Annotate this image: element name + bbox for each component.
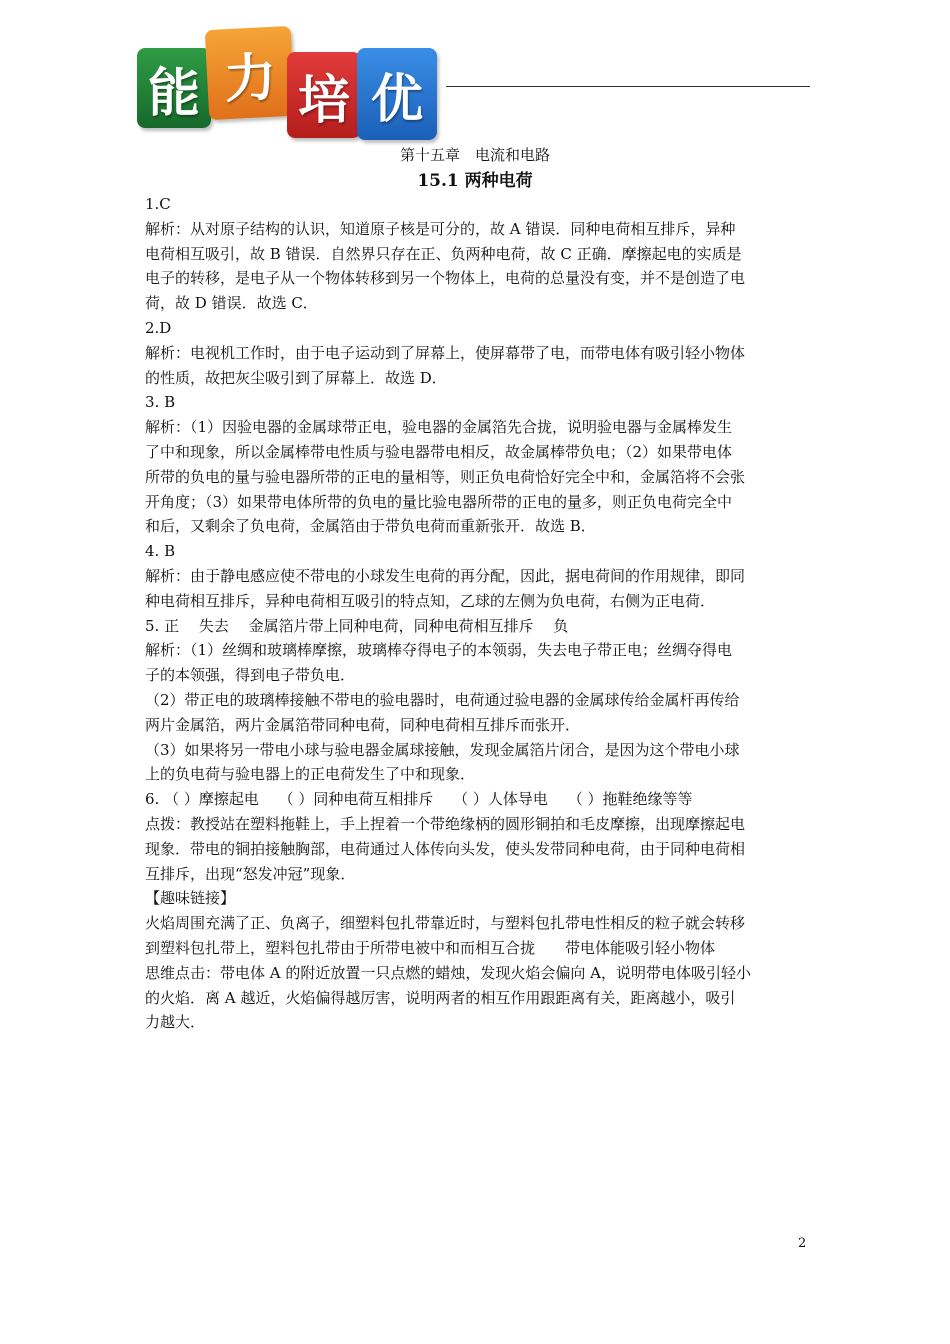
text-line: 4. B [145, 542, 176, 561]
text-line: 电荷相互吸引，故 B 错误．自然界只存在正、负两种电荷，故 C 正确．摩擦起电的实质是 [145, 244, 742, 263]
text-line: 火焰周围充满了正、负离子，细塑料包扎带靠近时，与塑料包扎带电性相反的粒子就会转移 [145, 914, 746, 933]
logo-tile: 优 [357, 48, 437, 140]
answer-content [145, 192, 813, 1035]
text-line: （3）如果将另一带电小球与验电器金属球接触，发现金属箔片闭合，是因为这个带电小球 [145, 740, 740, 759]
text-line: 上的负电荷与验电器上的正电荷发生了中和现象． [145, 765, 476, 784]
text-line: 现象．带电的铜拍接触胸部，电荷通过人体传向头发，使头发带同种电荷，由于同种电荷相 [145, 839, 746, 858]
logo [137, 26, 437, 144]
text-line: 种电荷相互排斥，异种电荷相互吸引的特点知，乙球的左侧为负电荷，右侧为正电荷． [145, 591, 716, 610]
text-line: 6. （ ）摩擦起电 （ ）同种电荷互相排斥 （ ）人体导电 （ ）拖鞋绝缘等等 [145, 790, 693, 809]
section-title: 15.1 两种电荷 [417, 171, 533, 191]
text-line: 所带的负电的量与验电器所带的正电的量相等，则正负电荷恰好完全中和，金属箔将不会张 [145, 467, 746, 486]
text-line: 5. 正 失去 金属箔片带上同种电荷，同种电荷相互排斥 负 [145, 616, 569, 635]
logo-tile: 能 [137, 48, 211, 128]
text-line: 荷，故 D 错误．故选 C． [145, 294, 318, 313]
text-line: 1.C [145, 195, 171, 213]
text-line: 解析：由于静电感应使不带电的小球发生电荷的再分配，因此，据电荷间的作用规律，即同 [145, 566, 746, 585]
text-line: 到塑料包扎带上，塑料包扎带由于所带电被中和而相互合拢 带电体能吸引轻小物体 [145, 938, 716, 957]
text-line: 【趣味链接】 [145, 889, 236, 908]
text-line: 3. B [145, 393, 176, 412]
page-number: 2 [798, 1236, 807, 1251]
text-line: 力越大． [145, 1013, 206, 1032]
text-line: 的火焰．离 A 越近，火焰偏得越厉害，说明两者的相互作用跟距离有关，距离越小，吸引 [145, 988, 736, 1007]
text-line: 和后，又剩余了负电荷，金属箔由于带负电荷而重新张开．故选 B． [145, 517, 596, 536]
text-line: （2）带正电的玻璃棒接触不带电的验电器时，电荷通过验电器的金属球传给金属杆再传给 [145, 690, 740, 709]
text-line: 电子的转移，是电子从一个物体转移到另一个物体上，电荷的总量没有变，并不是创造了电 [145, 269, 746, 288]
text-line: 了中和现象，所以金属棒带电性质与验电器带电相反，故金属棒带负电；（2）如果带电体 [145, 442, 733, 461]
text-line: 解析：（1）因验电器的金属球带正电，验电器的金属箔先合拢，说明验电器与金属棒发生 [145, 418, 733, 437]
text-line: 点拨：教授站在塑料拖鞋上，手上捏着一个带绝缘柄的圆形铜拍和毛皮摩擦，出现摩擦起电 [145, 814, 746, 833]
text-line: 思维点击：带电体 A 的附近放置一只点燃的蜡烛，发现火焰会偏向 A，说明带电体吸引轻小 [145, 963, 751, 982]
text-line: 开角度；（3）如果带电体所带的负电的量比验电器所带的正电的量多，则正负电荷完全中 [145, 492, 733, 511]
logo-tile: 力 [205, 26, 296, 120]
logo-tile: 培 [287, 52, 361, 138]
text-line: 互排斥，出现“怒发冲冠”现象． [145, 864, 356, 883]
text-line: 子的本领强，得到电子带负电． [145, 666, 356, 685]
text-line: 的性质，故把灰尘吸引到了屏幕上．故选 D． [145, 368, 447, 387]
text-line: 2.D [145, 318, 172, 337]
text-line: 两片金属箔，两片金属箔带同种电荷，同种电荷相互排斥而张开． [145, 715, 581, 734]
text-line: 解析：电视机工作时，由于电子运动到了屏幕上，使屏幕带了电，而带电体有吸引轻小物体 [145, 343, 746, 362]
text-line: 解析：（1）丝绸和玻璃棒摩擦，玻璃棒夺得电子的本领弱，失去电子带正电；丝绸夺得电 [145, 641, 733, 660]
header-rule [446, 86, 810, 87]
text-line: 解析：从对原子结构的认识，知道原子核是可分的，故 A 错误．同种电荷相互排斥，异种 [145, 219, 736, 238]
chapter-title: 第十五章 电流和电路 [399, 146, 550, 164]
